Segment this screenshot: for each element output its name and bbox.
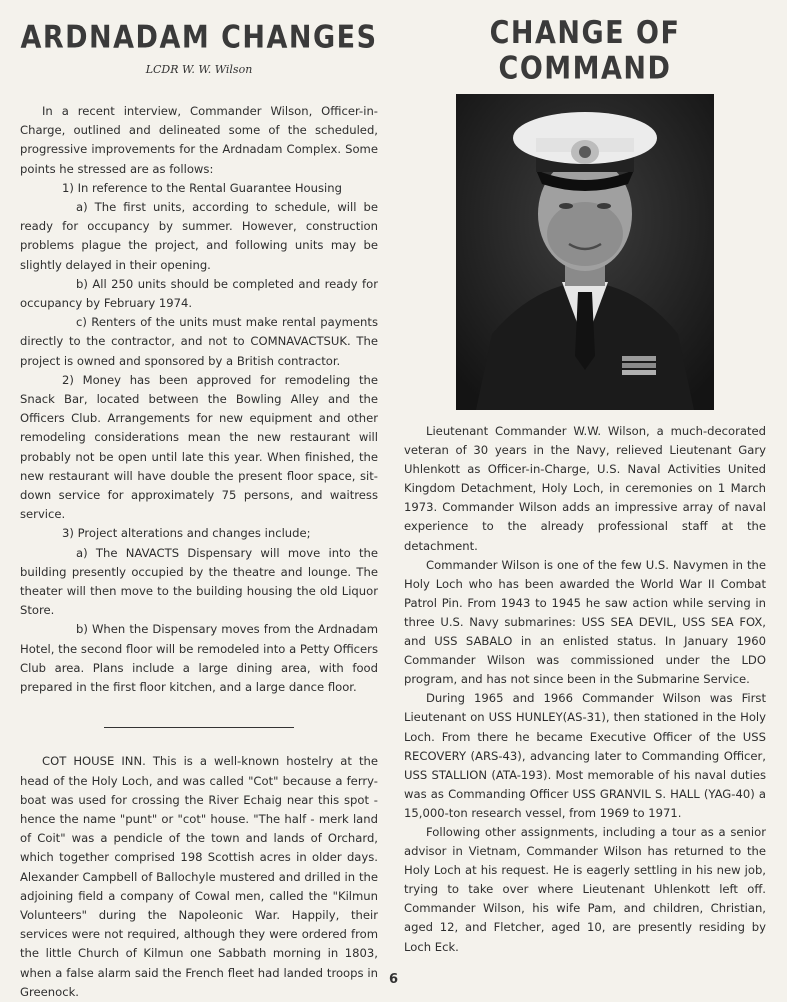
paragraph: b) When the Dispensary moves from the Ardnadam Hotel, the second floor will be remodeled into a Petty Officers Club area. Plans include a large dining area, with food prepared in the first floor kitchen, and a large dance floor. (20, 622, 378, 695)
article-headline-ardnadam: ARDNADAM CHANGES (20, 19, 378, 56)
paragraph: During 1965 and 1966 Commander Wilson was First Lieutenant on USS HUNLEY(AS-31), then stationed in the Holy Loch. From there he became Executive Officer of the USS RECOVERY (ARS-43), advancing later to Commanding Officer, USS STALLION (ATA-193). Most memorable of his naval duties was as Commanding Officer USS GRANVIL S. HALL (YAG-40) a 15,000-ton research vessel, from 1969 to 1971. (404, 691, 766, 820)
paragraph: 1) In reference to the Rental Guarantee Housing (62, 180, 342, 195)
officer-portrait-photo (456, 94, 714, 410)
cot-house-paragraph: COT HOUSE INN. This is a well-known hostelry at the head of the Holy Loch, and was called "Cot" because a ferry-boat was used for crossing the River Echaig near this spot - hence the name "punt" or "cot" house. "The half - merk land of Coit" was a pendicle of the town and lands of Orchard, which together comprised 198 Scottish acres in older days. Alexander Campbell of Ballochyle mustered and drilled in the adjoining field a company of Cowal men, called the "Kilmun Volunteers" during the Napoleonic War. Happily, their services were not required, although they were ordered from the little Church of Kilmun one Sabbath morning in 1803, when a false alarm said the French fleet had landed troops in Greenock. (20, 754, 378, 999)
paragraph: c) Renters of the units must make rental payments directly to the contractor, and not to COMNAVACTSUK. The project is owned and sponsored by a British contractor. (20, 315, 378, 368)
paragraph: b) All 250 units should be completed and ready for occupancy by February 1974. (20, 276, 378, 311)
paragraph: 3) Project alterations and changes include; (62, 526, 311, 541)
section-divider (104, 727, 294, 728)
paragraph: a) The NAVACTS Dispensary will move into the building presently occupied by the theatre and lounge. The theater will then move to the building housing the old Liquor Store. (20, 545, 378, 618)
article-body-change-of-command (404, 422, 766, 957)
paragraph: Following other assignments, including a tour as a senior advisor in Vietnam, Commander Wilson has returned to the Holy Loch at his request. He is eagerly settling in his new job, trying to take over where Lieutenant Uhlenkott left off. Commander Wilson, his wife Pam, and children, Christian, aged 12, and Fletcher, aged 10, are presently residing by Loch Eck. (404, 824, 766, 954)
paragraph: In a recent interview, Commander Wilson, Officer-in-Charge, outlined and delineated some of the scheduled, progressive improvements for the Ardnadam Complex. Some points he stressed are as follows: (20, 104, 378, 176)
article-body-ardnadam (20, 102, 378, 697)
page-number: 6 (388, 972, 399, 987)
article-headline-change-of-command: CHANGE OF COMMAND (489, 15, 681, 87)
paragraph: Commander Wilson is one of the few U.S. Navymen in the Holy Loch who has been awarded the World War II Combat Patrol Pin. From 1943 to 1945 he saw action while serving in three U.S. Navy submarines: USS SEA DEVIL, USS SEA FOX, and USS SABALO in an enlisted status. In January 1960 Commander Wilson was commissioned under the LDO program, and has not since been in the Submarine Service. (404, 557, 766, 687)
paragraph: 2) Money has been approved for remodeling the Snack Bar, located between the Bowling Alley and the Officers Club. Arrangements for new equipment and other remodeling considerations mean the new restaurant will probably not be open until late this year. When finished, the new restaurant will have double the present floor space, sit-down service for approximately 75 persons, and waitress service. (20, 372, 378, 522)
paragraph: Lieutenant Commander W.W. Wilson, a much-decorated veteran of 30 years in the Navy, relieved Lieutenant Gary Uhlenkott as Officer-in-Charge, U.S. Naval Activities United Kingdom Detachment, Holy Loch, in ceremonies on 1 March 1973. Commander Wilson adds an impressive array of naval experience to the already professional staff at the detachment. (404, 424, 766, 553)
article-byline: LCDR W. W. Wilson (145, 63, 253, 76)
left-column (20, 0, 378, 1002)
paragraph: a) The first units, according to schedule, will be ready for occupancy by summer. However, construction problems plague the project, and following units may be slightly delayed in their opening. (20, 200, 378, 272)
portrait-illustration (456, 94, 714, 410)
right-column (404, 0, 766, 957)
